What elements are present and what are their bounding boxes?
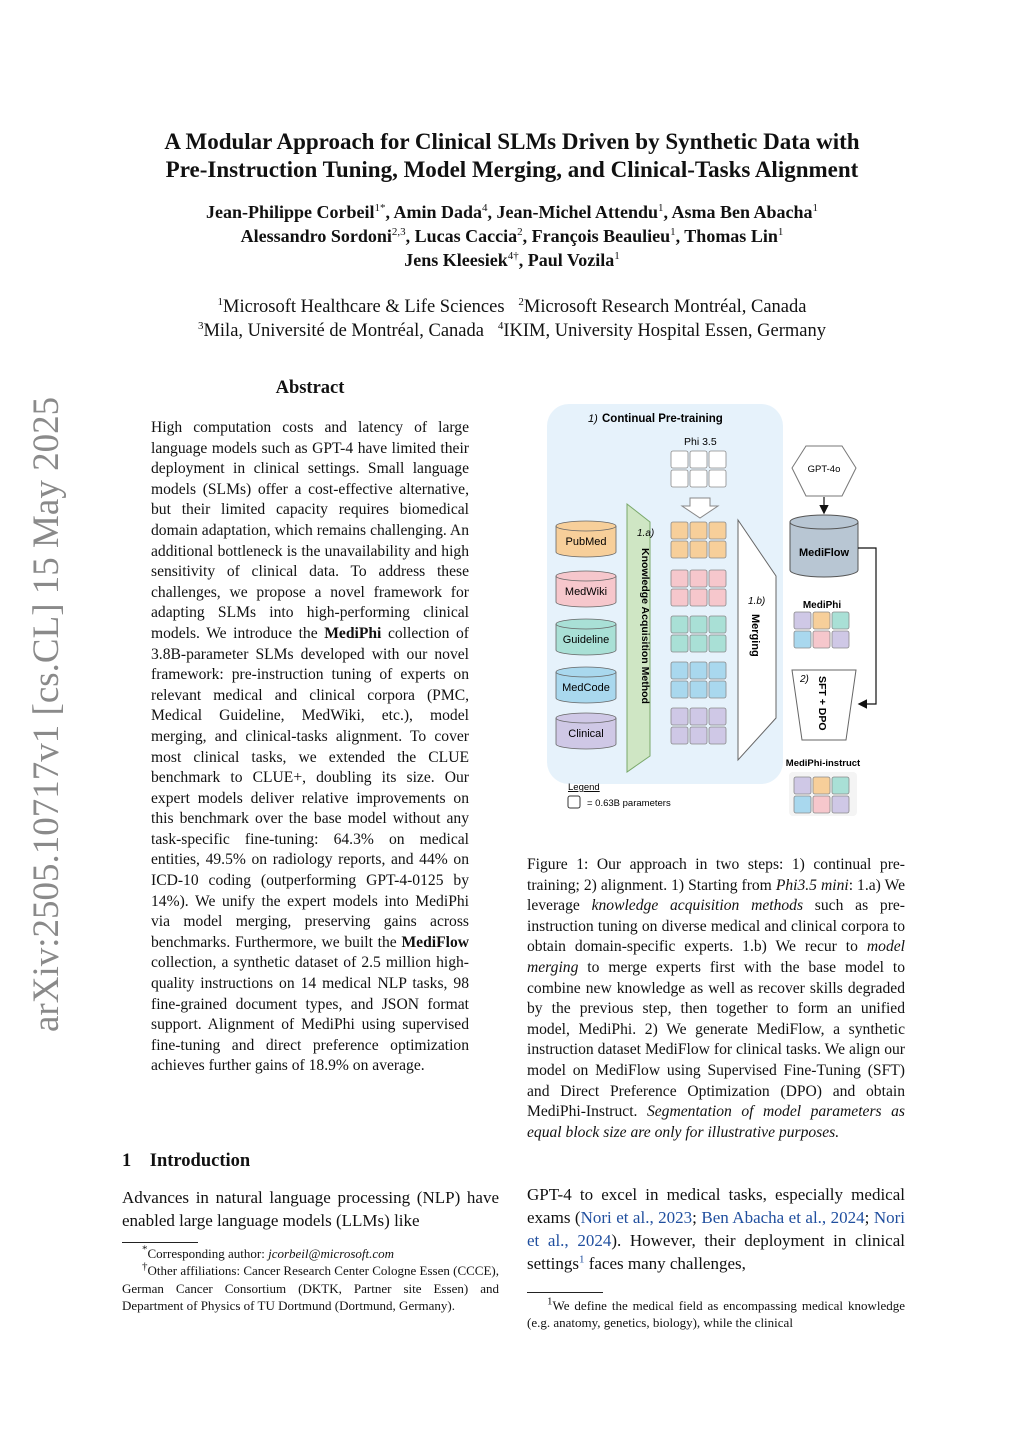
figure-caption: [527, 855, 905, 1143]
expert-block-medwiki: [690, 570, 707, 587]
caption-text: such as pre-instruction tuning on diverse medical and clinical corpora to obtain domain-specific experts. 1.b) We recur to: [527, 897, 905, 956]
abstract-body: [151, 418, 469, 1077]
affiliation: IKIM, University Hospital Essen, Germany: [503, 321, 827, 341]
step2-label: SFT + DPO: [816, 676, 828, 731]
footnote-rule: [122, 1242, 198, 1243]
footnote-right: [527, 1297, 905, 1332]
author: Thomas Lin: [684, 226, 778, 246]
grid-block: [690, 470, 707, 487]
corpus-cylinder-top: [556, 619, 616, 629]
footnote-mark: *: [142, 1243, 148, 1256]
abstract-bold: MediFlow: [401, 933, 469, 951]
section-number: 1: [122, 1151, 132, 1171]
expert-block-medwiki: [709, 570, 726, 587]
expert-block-guideline: [709, 635, 726, 652]
body-text: GPT-4 to excel in medical tasks, especially medical exams (: [527, 1185, 905, 1227]
corpus-pubmed: [556, 521, 616, 557]
instruct-block: [832, 777, 849, 794]
abstract-text: collection of 3.8B-parameter SLMs developed with our novel framework: pre-instruction tuning of experts on relevant medical and clinical corpora (PMC, Medical Guideline, MedWiki, etc.), model merging, and clinical-tasks alignment. To cover most clinical tasks, we extended the CLUE benchmark to CLUE+, doubling its size. Our expert models deliver relative improvements on this benchmark over the base model without any task-specific fine-tuning: 64.3% on medical entities, 49.5% on radiology reports, and 44% on ICD-10 coding (outperforming GPT-4-0125 by 14%). We unify the expert models into MediPhi via model merging, preserving gains across benchmarks. Furthermore, we built the: [151, 624, 469, 951]
author-sup: 1: [670, 226, 676, 238]
sub-1b-label: 1.b): [748, 596, 766, 607]
corpus-label: MedCode: [562, 682, 610, 694]
expert-block-pubmed: [690, 541, 707, 558]
affiliation: Microsoft Research Montréal, Canada: [523, 297, 807, 317]
merging-label: Merging: [749, 614, 761, 657]
author-list: Jean-Philippe Corbeil$^{1*}$, Amin Dada$^4$, Jean-Michel Attendu$^1$, Asma Ben Abacha$^1$ Alessandro Sordoni$^{2,3}$, Lucas Caccia$^2$, François Beaulieu$^1$, Thomas Lin$^1$ Jens Kleesiek$^{4\dagger}$, Paul Vozila$^1$: [205, 202, 819, 270]
caption-text: to merge experts first with the base model to combine new knowledge as well as recover skills degraded by the previous step, then together to form an unified model, MediPhi. 2) We generate MediFlow, a synthetic instruction dataset MediFlow for clinical tasks. We align our model on MediFlow using Supervised Fine-Tuning (SFT) and Direct Preference Optimization (DPO) and obtain MediPhi-Instruct.: [527, 958, 905, 1121]
sub-1a-label: 1.a): [637, 528, 655, 539]
mediflow-cylinder: [790, 515, 858, 577]
footnote-text: Corresponding author:: [147, 1246, 269, 1261]
footnotes-left: [122, 1245, 499, 1315]
author: François Beaulieu: [531, 226, 671, 246]
instruct-block: [832, 796, 849, 813]
caption-text: : 1.a) We leverage: [527, 876, 905, 915]
author-sup: 1: [614, 250, 620, 262]
expert-block-clinical: [690, 727, 707, 744]
corpus-label: PubMed: [565, 536, 607, 548]
caption-italic: knowledge acquisition methods: [591, 897, 804, 915]
section-heading: [122, 1151, 250, 1172]
footnote-text: Other affiliations: Cancer Research Center Cologne Essen (CCCE), German Cancer Consortium (DKTK, Partner site Essen) and Department of Physics of TU Dortmund (Dortmund, Germany).: [122, 1263, 499, 1314]
legend-title: Legend: [568, 782, 600, 793]
figure-1: [540, 400, 880, 820]
title-line-1: A Modular Approach for Clinical SLMs Driven by Synthetic Data with: [164, 129, 860, 154]
expert-block-medcode: [709, 662, 726, 679]
corpus-cylinder-top: [556, 667, 616, 677]
corpus-clinical: [556, 713, 616, 749]
affil-sup: 1: [217, 295, 224, 308]
expert-block-clinical: [709, 708, 726, 725]
paper-title: [80, 128, 944, 184]
footnote-ref[interactable]: 1: [578, 1253, 585, 1266]
author-sup: 1: [777, 226, 784, 238]
citation-link[interactable]: Nori et al., 2024: [527, 1208, 906, 1250]
affil-sup: 3: [197, 319, 204, 332]
footnote-email: jcorbeil@microsoft.com: [268, 1246, 395, 1261]
expert-block-pubmed: [671, 541, 688, 558]
expert-block-pubmed: [671, 522, 688, 539]
author: Asma Ben Abacha: [671, 202, 813, 222]
author-sup: 4†: [507, 250, 519, 262]
affiliation: Microsoft Healthcare & Life Sciences: [223, 297, 505, 317]
right-body-text: [527, 1183, 905, 1275]
title-line-2: Pre-Instruction Tuning, Model Merging, and Clinical-Tasks Alignment: [165, 157, 859, 182]
expert-block-guideline: [709, 616, 726, 633]
legend-block-icon: [568, 796, 580, 808]
author-sup: 1: [812, 202, 819, 214]
mediphi-block: [813, 631, 830, 648]
affiliations: [80, 295, 944, 343]
step1-label: Continual Pre-training: [602, 413, 723, 425]
arxiv-stamp-text: arXiv:2505.10717v1 [cs.CL] 15 May 2025: [26, 396, 67, 1032]
body-text: ;: [864, 1208, 874, 1227]
corpus-label: Clinical: [568, 728, 604, 740]
ka-method-label: Knowledge Acquisition Method: [639, 548, 651, 704]
caption-italic: Phi3.5 mini: [775, 876, 849, 894]
intro-text: Advances in natural language processing (NLP) have enabled large language models (LLMs) like: [122, 1188, 499, 1230]
grid-block: [709, 451, 726, 468]
expert-block-pubmed: [690, 522, 707, 539]
author-sup: 1: [658, 202, 664, 214]
mediphi-block: [794, 631, 811, 648]
legend-text: = 0.63B parameters: [587, 798, 671, 809]
expert-block-medcode: [671, 681, 688, 698]
instruct-block: [813, 796, 830, 813]
citation-link[interactable]: Nori et al., 2023: [580, 1208, 693, 1227]
instruct-block: [794, 777, 811, 794]
arxiv-stamp: [20, 396, 76, 1032]
body-text: ;: [692, 1208, 702, 1227]
footnote-text: We define the medical field as encompassing medical knowledge (e.g. anatomy, genetics, biology), while the clinical: [527, 1298, 905, 1331]
expert-block-pubmed: [709, 541, 726, 558]
author-sup: 2,3: [391, 226, 406, 238]
expert-block-guideline: [690, 616, 707, 633]
expert-block-guideline: [671, 635, 688, 652]
corpus-cylinder-top: [556, 521, 616, 531]
mediflow-label: MediFlow: [798, 547, 850, 559]
affil-sup: 4: [497, 319, 504, 332]
corpus-cylinder-top: [556, 713, 616, 723]
author-sup: 4: [482, 202, 488, 214]
author: Paul Vozila: [527, 250, 615, 270]
step1-number: 1): [588, 413, 598, 425]
author: Lucas Caccia: [414, 226, 518, 246]
expert-block-clinical: [709, 727, 726, 744]
mediphi-block: [832, 631, 849, 648]
expert-block-medcode: [709, 681, 726, 698]
footnote-rule: [527, 1292, 603, 1293]
expert-block-guideline: [671, 616, 688, 633]
author: Alessandro Sordoni: [240, 226, 392, 246]
grid-block: [690, 451, 707, 468]
expert-block-medcode: [690, 662, 707, 679]
expert-block-medwiki: [709, 589, 726, 606]
grid-block: [671, 451, 688, 468]
body-text: ). However, their deployment in clinical settings: [527, 1231, 905, 1273]
corpus-medwiki: [556, 571, 616, 607]
corpus-medcode: [556, 667, 616, 703]
section-title: Introduction: [149, 1151, 251, 1171]
corpus-guideline: [556, 619, 616, 655]
step2-number: 2): [800, 674, 809, 685]
body-text: faces many challenges,: [584, 1254, 746, 1273]
expert-block-medwiki: [690, 589, 707, 606]
mediphi-block: [794, 612, 811, 629]
abstract-bold: MediPhi: [324, 624, 382, 642]
grid-block: [709, 470, 726, 487]
base-model-label: Phi 3.5: [684, 436, 717, 448]
citation-link[interactable]: Ben Abacha et al., 2024: [701, 1208, 865, 1227]
mediphi-label: MediPhi: [802, 600, 842, 611]
expert-block-clinical: [690, 708, 707, 725]
expert-grids: [671, 522, 726, 744]
expert-block-medcode: [690, 681, 707, 698]
abstract-text: collection, a synthetic dataset of 2.5 million high-quality instructions on 14 medical NLP tasks, 98 fine-grained document types, and JSON format support. Alignment of MediPhi using supervised fine-tuning and direct preference optimization achieves further gains of 18.9% on average.: [151, 954, 469, 1075]
mediphi-block: [832, 612, 849, 629]
mediflow-arrow: [858, 548, 876, 704]
corpora-group: [556, 521, 616, 749]
caption-text: Figure 1: Our approach in two steps: 1) continual pre-training; 2) alignment. 1) Starting from: [527, 856, 905, 894]
expert-block-guideline: [690, 635, 707, 652]
abstract-text: High computation costs and latency of large language models such as GPT-4 have limited their deployment in clinical settings. Small language models (SLMs) offer a cost-effective alternative, but their limited capacity requires biomedical domain adaptation, which remains challenging. An additional bottleneck is the unavailability and high sensitivity of clinical data. To address these challenges, we propose a novel framework for adapting SLMs into high-performing clinical models. We introduce the: [151, 419, 469, 642]
author: Jean-Philippe Corbeil: [205, 202, 375, 222]
author-sup: 2: [517, 226, 523, 238]
footnote-mark: 1: [547, 1295, 553, 1308]
gpt-label: GPT-4o: [807, 464, 841, 475]
expert-block-medwiki: [671, 570, 688, 587]
caption-italic: model merging: [527, 938, 905, 976]
expert-block-medwiki: [671, 589, 688, 606]
mediphi-grid: [794, 612, 849, 648]
expert-block-pubmed: [709, 522, 726, 539]
mediphi-instruct-label: MediPhi-instruct: [785, 758, 861, 769]
author: Jens Kleesiek: [404, 250, 508, 270]
abstract-heading: Abstract: [275, 378, 345, 398]
grid-block: [671, 470, 688, 487]
footnote-mark: †: [142, 1261, 148, 1274]
expert-block-clinical: [671, 727, 688, 744]
expert-block-medcode: [671, 662, 688, 679]
corpus-label: Guideline: [562, 634, 610, 646]
author-sup: 1*: [374, 202, 386, 214]
affil-sup: 2: [518, 295, 524, 308]
affiliation: Mila, Université de Montréal, Canada: [203, 321, 484, 341]
instruct-block: [813, 777, 830, 794]
author: Amin Dada: [393, 202, 482, 222]
mediphi-block: [813, 612, 830, 629]
expert-block-clinical: [671, 708, 688, 725]
caption-italic: Segmentation of model parameters as equal block size are only for illustrative purposes.: [527, 1103, 905, 1141]
corpus-cylinder-top: [556, 571, 616, 581]
author: Jean-Michel Attendu: [496, 202, 658, 222]
instruct-block: [794, 796, 811, 813]
corpus-label: MedWiki: [564, 586, 608, 598]
